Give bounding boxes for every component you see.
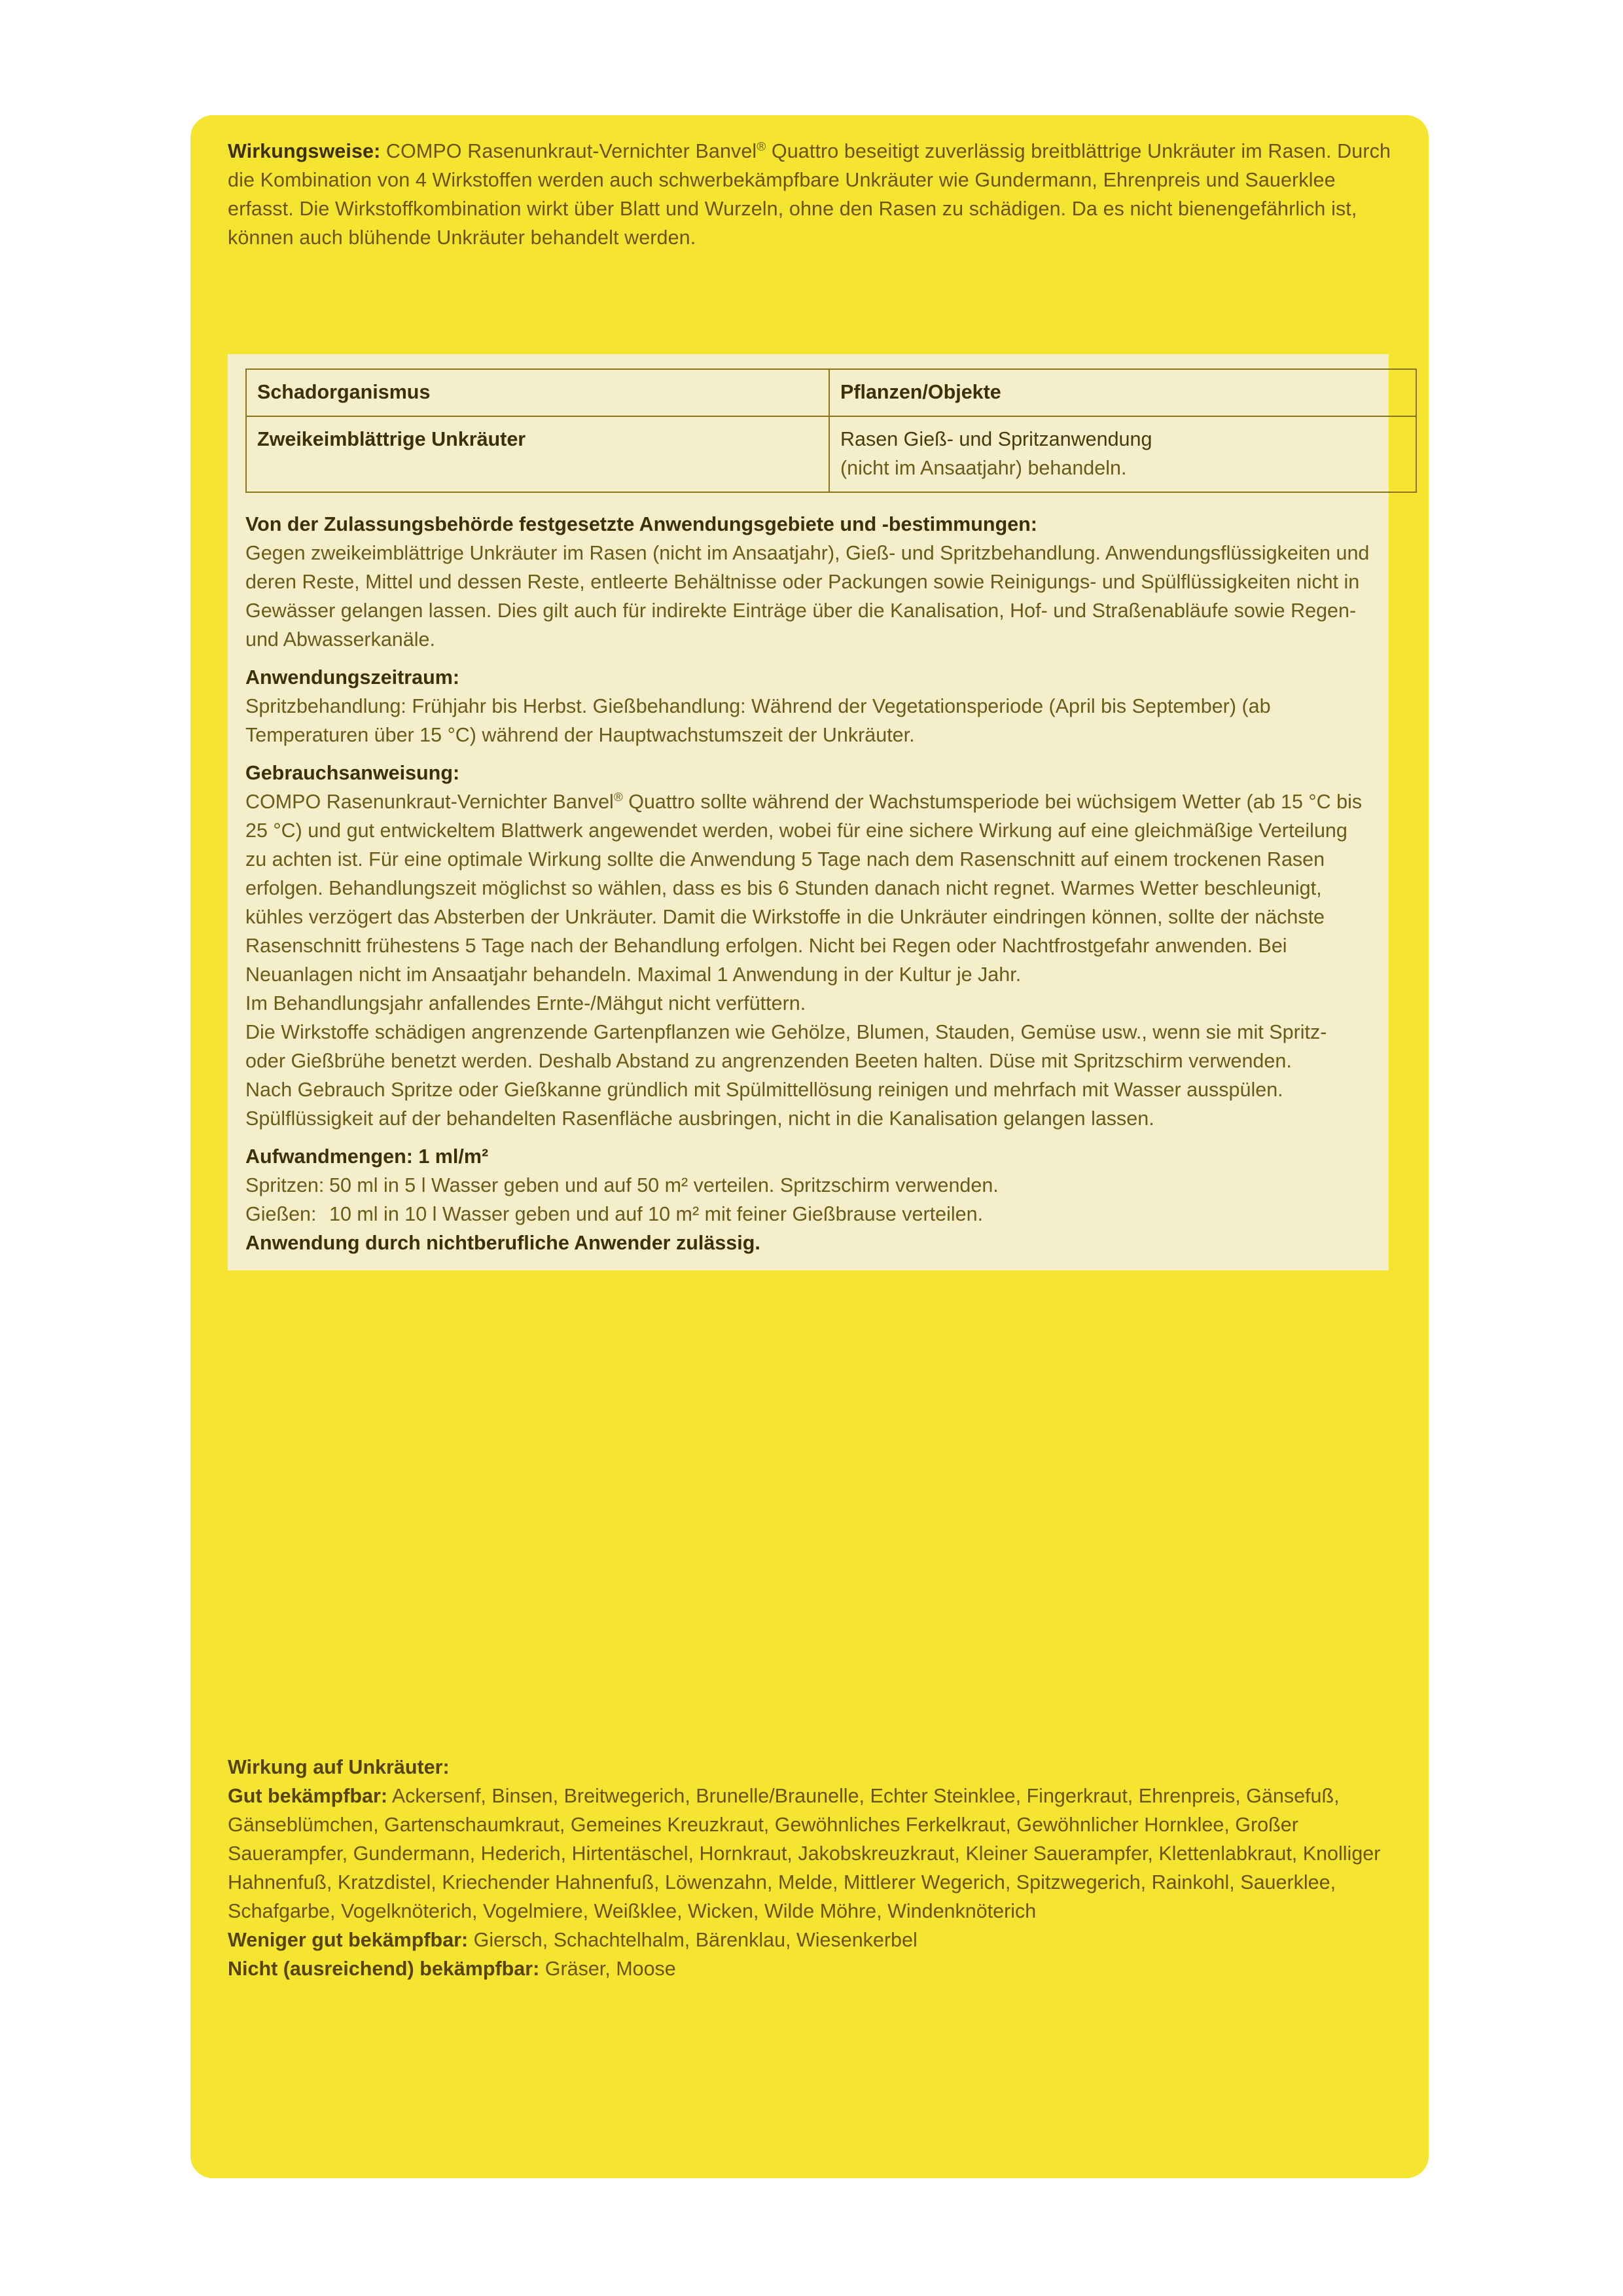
table-cell-object-main: Rasen Gieß- und Spritzanwendung [840, 428, 1152, 450]
dosage-label-spritzen: Spritzen: [245, 1174, 325, 1196]
weed-group-gut [228, 1782, 1399, 1926]
period-heading: Anwendungszeitraum: [245, 666, 460, 689]
authority-body: Gegen zweikeimblättrige Unkräuter im Rasen (nicht im Ansaatjahr), Gieß- und Spritzbehandlung. Anwendungsflüssigkeiten und deren Reste, Mittel und dessen Reste, entleerte Behältnisse oder Packungen sowie Reinigungs- und Spülflüssigkeiten nicht in Gewässer gelangen lassen. Dies gilt auch für indirekte Einträge über die Kanalisation, Hof- und Straßenabläufe sowie Regen- und Abwasserkanäle. [245, 542, 1370, 651]
dosage-footer-note: Anwendung durch nichtberufliche Anwender zulässig. [245, 1232, 760, 1254]
weed-group-nicht-label: Nicht (ausreichend) bekämpfbar: [228, 1958, 540, 1980]
table-row [246, 416, 1416, 492]
dosage-row-spritzen [245, 1171, 1371, 1200]
instructions-paragraph-4: Nach Gebrauch Spritze oder Gießkanne gründlich mit Spülmittellösung reinigen und mehrfach mit Wasser ausspülen. Spülflüssigkeit auf der behandelten Rasenfläche ausbringen, nicht in die Kanalisation gelangen lassen. [245, 1079, 1283, 1130]
product-label-card [190, 115, 1429, 2178]
weed-group-weniger [228, 1926, 1399, 1954]
application-table [245, 368, 1417, 493]
table-header-schadorganismus: Schadorganismus [246, 369, 829, 416]
dosage-section [245, 1142, 1371, 1257]
table-header-pflanzen-objekte: Pflanzen/Objekte [829, 369, 1416, 416]
dosage-heading-value: 1 ml/m² [412, 1145, 489, 1168]
authority-heading: Von der Zulassungsbehörde festgesetzte Anwendungsgebiete und -bestimmungen: [245, 513, 1037, 535]
dosage-row-giessen [245, 1200, 1371, 1229]
weed-group-weniger-list: Giersch, Schachtelhalm, Bärenklau, Wiesenkerbel [468, 1929, 918, 1951]
authority-section [245, 510, 1371, 654]
dosage-value-giessen: 10 ml in 10 l Wasser geben und auf 10 m² mit feiner Gießbrause verteilen. [329, 1203, 984, 1225]
instructions-paragraph-2: Im Behandlungsjahr anfallendes Ernte-/Mähgut nicht verfüttern. [245, 992, 806, 1014]
dosage-heading: Aufwandmengen: [245, 1145, 413, 1168]
instructions-section [245, 759, 1371, 1133]
period-body: Spritzbehandlung: Frühjahr bis Herbst. Gießbehandlung: Während der Vegetationsperiode (April bis September) (ab Temperaturen über 15 °C) während der Hauptwachstumszeit der Unkräuter. [245, 695, 1271, 746]
wirkungsweise-body: COMPO Rasenunkraut-Vernichter Banvel® Quattro beseitigt zuverlässig breitblättrige Unkräuter im Rasen. Durch die Kombination von 4 Wirkstoffen werden auch schwerbekämpfbare Unkräuter wie Gundermann, Ehrenpreis und Sauerklee erfasst. Die Wirkstoffkombination wirkt über Blatt und Wurzeln, ohne den Rasen zu schädigen. Da es nicht bienengefährlich ist, können auch blühende Unkräuter behandelt werden. [228, 139, 1391, 249]
weed-effect-heading: Wirkung auf Unkräuter: [228, 1756, 450, 1778]
specification-panel [228, 354, 1389, 1270]
weed-group-nicht-list: Gräser, Moose [539, 1958, 676, 1980]
instructions-paragraph-3: Die Wirkstoffe schädigen angrenzende Gartenpflanzen wie Gehölze, Blumen, Stauden, Gemüse usw., wenn sie mit Spritz- oder Gießbrühe benetzt werden. Deshalb Abstand zu angrenzenden Beeten halten. Düse mit Spritzschirm verwenden. [245, 1021, 1327, 1072]
weed-group-weniger-label: Weniger gut bekämpfbar: [228, 1929, 469, 1951]
weed-effect-section [228, 1753, 1399, 1983]
dosage-label-giessen: Gießen: [245, 1203, 317, 1225]
table-cell-organism: Zweikeimblättrige Unkräuter [246, 416, 829, 492]
instructions-paragraph-1: COMPO Rasenunkraut-Vernichter Banvel® Quattro sollte während der Wachstumsperiode bei wüchsigem Wetter (ab 15 °C bis 25 °C) und gut entwickeltem Blattwerk angewendet werden, wobei für eine sichere Wirkung auf eine gleichmäßige Verteilung zu achten ist. Für eine optimale Wirkung sollte die Anwendung 5 Tage nach dem Rasenschnitt auf einem trockenen Rasen erfolgen. Behandlungszeit möglichst so wählen, dass es bis 6 Stunden danach nicht regnet. Warmes Wetter beschleunigt, kühles verzögert das Absterben der Unkräuter. Damit die Wirkstoffe in die Unkräuter eindringen können, sollte der nächste Rasenschnitt frühestens 5 Tage nach der Behandlung erfolgen. Nicht bei Regen oder Nachtfrostgefahr anwenden. Bei Neuanlagen nicht im Ansaatjahr behandeln. Maximal 1 Anwendung in der Kultur je Jahr. [245, 790, 1363, 986]
dosage-heading-line [245, 1142, 1371, 1171]
dosage-value-spritzen: 50 ml in 5 l Wasser geben und auf 50 m² verteilen. Spritzschirm verwenden. [329, 1174, 999, 1196]
weed-group-nicht [228, 1954, 1399, 1983]
wirkungsweise-paragraph [228, 137, 1391, 252]
table-header-row [246, 369, 1416, 416]
table-cell-object-sub: (nicht im Ansaatjahr) behandeln. [840, 457, 1127, 479]
table-cell-object [829, 416, 1416, 492]
wirkungsweise-heading: Wirkungsweise: [228, 140, 381, 162]
weed-group-gut-label: Gut bekämpfbar: [228, 1785, 388, 1807]
weed-group-gut-list: Ackersenf, Binsen, Breitwegerich, Brunelle/Braunelle, Echter Steinklee, Fingerkraut, Ehrenpreis, Gänsefuß, Gänseblümchen, Gartenschaumkraut, Gemeines Kreuzkraut, Gewöhnliches Ferkelkraut, Gewöhnlicher Hornklee, Großer Sauerampfer, Gundermann, Hederich, Hirtentäschel, Hornkraut, Jakobskreuzkraut, Kleiner Sauerampfer, Klettenlabkraut, Knolliger Hahnenfuß, Kratzdistel, Kriechender Hahnenfuß, Löwenzahn, Melde, Mittlerer Wegerich, Spitzwegerich, Rainkohl, Sauerklee, Schafgarbe, Vogelknöterich, Vogelmiere, Weißklee, Wicken, Wilde Möhre, Windenknöterich [228, 1785, 1381, 1922]
instructions-heading: Gebrauchsanweisung: [245, 762, 460, 784]
period-section [245, 663, 1371, 749]
